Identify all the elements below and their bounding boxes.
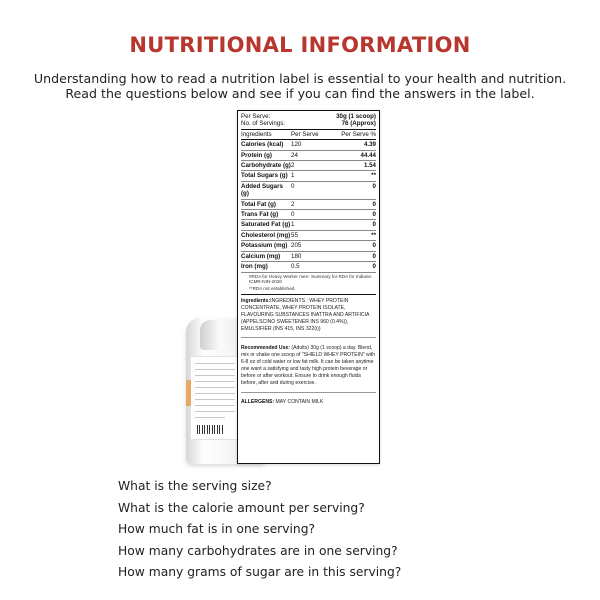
recommended-use-heading: Recommended Use: [241,345,290,352]
nutrient-pct: 0 [372,221,376,229]
footnote-rda-not-established: **RDA not established. [241,286,376,296]
servings-value: 76 (Approx) [341,120,376,128]
nutrient-row [241,200,376,210]
barcode-icon [197,425,223,434]
nutrient-pct: ** [371,231,376,239]
servings-row [241,120,376,129]
nutrient-name: Protein (g) [241,151,272,159]
nutrient-value: 120 [291,141,302,149]
nutrient-name: Iron (mg) [241,263,268,271]
nutrient-pct: 44.44 [360,151,376,159]
nutrient-rows [241,140,376,272]
nutrient-value: 0 [291,182,295,190]
ingredients-section [241,295,376,338]
nutrient-row [241,182,376,200]
question-list [118,476,401,584]
nutrient-name: Added Sugars (g) [241,182,283,198]
footnote-rda: #RDA for Heavy Worker men- Summary for RDA for Indians- ICMR-NIN-2020 [249,273,373,285]
nutrient-name: Trans Fat (g) [241,211,279,219]
col-per-serve-pct: Per Serve % [341,130,376,138]
nutrient-value: 0.5 [291,263,300,271]
question-item: How many grams of sugar are in this serving? [118,565,402,580]
nutrient-value: 1 [291,221,295,229]
nutrient-row [241,262,376,272]
nutrient-name: Saturated Fat (g) [241,221,291,229]
per-serve-row [241,113,376,120]
nutrient-name: Total Fat (g) [241,200,276,208]
question-item: What is the serving size? [118,479,272,493]
allergens-text: MAY CONTAIN MILK [275,399,324,406]
col-per-serve: Per Serve [291,130,319,138]
nutrient-row [241,231,376,241]
nutrient-name: Total Sugars (g) [241,172,288,180]
allergens-section [241,393,376,406]
nutrient-pct: 0 [372,263,376,271]
nutrient-pct: 0 [372,211,376,219]
nutrient-pct: 0 [372,252,376,260]
nutrient-pct: 4.39 [363,141,376,149]
nutrient-row [241,151,376,161]
nutrient-value: 2 [291,200,295,208]
per-serve-label: Per Serve: [241,113,271,120]
nutrient-pct: 0 [372,242,376,250]
nutrient-pct: ** [371,172,376,180]
nutrient-pct: 0 [372,182,376,190]
nutrient-value: 205 [291,242,302,250]
nutrient-value: 2 [291,162,295,170]
question-item: What is the calorie amount per serving? [118,500,365,515]
nutrient-row [241,210,376,220]
nutrition-header-row [241,130,376,140]
nutrient-value: 180 [291,252,302,260]
nutrient-row [241,171,376,181]
nutrient-pct: 1.54 [363,162,376,170]
question-item: How much fat is in one serving? [118,522,316,537]
nutrient-row [241,252,376,262]
ingredients-text: INGREDIENTS : WHEY PROTEIN CONCENTRATE, WHEY PROTEIN ISOLATE, FLAVOURING SUBSTANCES INATTRA AND ARTIFICIA (APPELSCINO SWEETENER INS 960 (0.4%)), EMULSIFIER (INS 415, INS 322(i)) [241,298,370,333]
servings-label: No. of Servings: [241,120,286,128]
nutrition-label [237,110,380,464]
jar-accent-stripe [186,380,191,406]
nutrient-value: 0 [291,211,295,219]
nutrient-row [241,161,376,171]
recommended-use-text: (Adults) 30g (1 scoop) a day. Blend, mix or shake one scoop of "SHIELD WHEY PROTEIN" with 6-8 oz of cold water or low fat milk. It can be taken anytime one want a satisfying and tasty high protein beverage or before or after workout. Ensure to drink enough fluids before, after and during exercise. [241,345,376,387]
nutrient-name: Cholesterol (mg) [241,231,291,239]
nutrient-value: 55 [291,231,298,239]
nutrient-row [241,140,376,150]
nutrient-pct: 0 [372,200,376,208]
recommended-use-section [241,338,376,393]
per-serve-value: 30g (1 scoop) [336,113,376,120]
intro-text: Understanding how to read a nutrition label is essential to your health and nutrition. Read the questions below and see if you can find the answers in the label. [33,71,567,101]
nutrient-value: 24 [291,151,298,159]
nutrient-row [241,220,376,230]
question-item: How many carbohydrates are in one serving? [118,543,398,558]
nutrient-value: 1 [291,172,295,180]
nutrient-name: Calcium (mg) [241,252,281,260]
nutrient-name: Carbohydrate (g) [241,162,291,170]
nutrient-name: Calories (kcal) [241,141,284,149]
nutrient-name: Potassium (mg) [241,242,288,250]
allergens-heading: ALLERGENS: [241,399,275,406]
page-title: NUTRITIONAL INFORMATION [129,33,471,57]
col-ingredients: Ingredients [241,130,272,138]
nutrient-row [241,241,376,251]
ingredients-heading: Ingredients: [241,298,271,305]
